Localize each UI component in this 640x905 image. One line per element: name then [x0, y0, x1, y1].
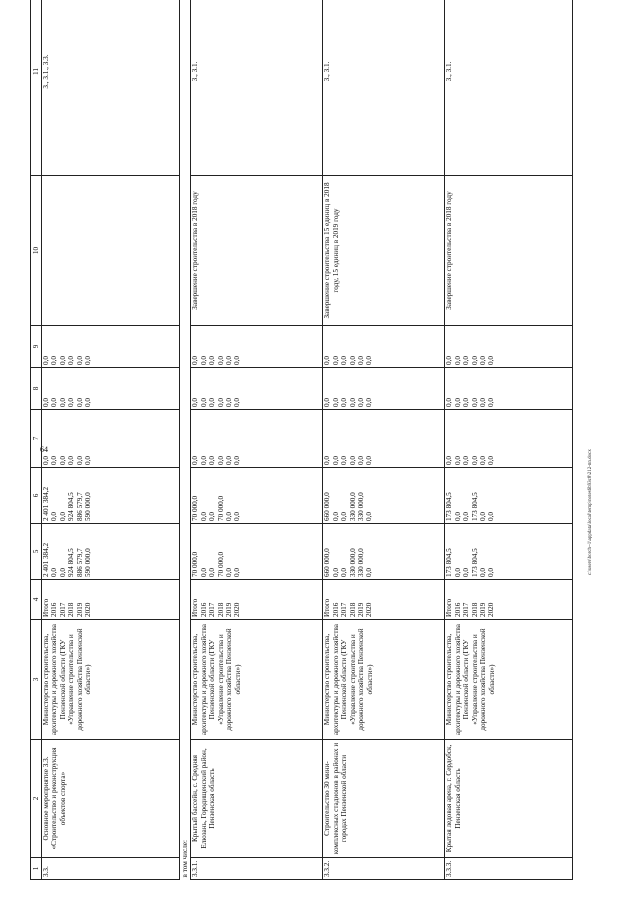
value: 0,0: [208, 512, 217, 521]
year-label: 2018: [470, 602, 479, 617]
value: 70 000,0: [216, 551, 225, 577]
header-cell: 4: [31, 580, 42, 620]
year-label: 2017: [462, 602, 471, 617]
value: 886 579,7: [75, 492, 84, 521]
value: 0,0: [478, 456, 487, 465]
value: 0,0: [331, 568, 340, 577]
year-label: Итого: [445, 598, 454, 617]
value: 173 804,5: [470, 492, 479, 521]
total-funding: [445, 524, 573, 580]
year-label: 2020: [487, 602, 496, 617]
value: 0,0: [356, 398, 365, 407]
value: 330 000,0: [356, 548, 365, 577]
value: 0,0: [199, 512, 208, 521]
header-cell: 3: [31, 620, 42, 740]
value: 0,0: [233, 568, 242, 577]
year-label: 2016: [50, 602, 59, 617]
value: 330 000,0: [348, 492, 357, 521]
value: 0,0: [462, 512, 471, 521]
value: 0,0: [348, 456, 357, 465]
value: 0,0: [224, 568, 233, 577]
value: 0,0: [199, 456, 208, 465]
value: 0,0: [233, 456, 242, 465]
value: 0,0: [453, 568, 462, 577]
executor: Министерство строительства, архитектуры и дорожного хозяйства Пензенской области (ГКУ «Управление строительства и дорожного хозяйства Пензенской области»): [445, 620, 573, 740]
value: 0,0: [340, 456, 349, 465]
header-cell: 5: [31, 524, 42, 580]
value: 330 000,0: [348, 548, 357, 577]
year-label: Итого: [42, 598, 50, 617]
value: 0,0: [83, 456, 92, 465]
value: 0,0: [478, 568, 487, 577]
value: 0,0: [487, 356, 496, 365]
page-number: 64: [40, 445, 48, 454]
value: 0,0: [50, 356, 59, 365]
value: 0,0: [478, 398, 487, 407]
value: 0,0: [323, 456, 332, 465]
regional-budget: [323, 468, 445, 524]
value: 0,0: [453, 398, 462, 407]
value: 0,0: [199, 398, 208, 407]
value: 660 000,0: [323, 548, 332, 577]
in-that-number-label: в том числе:: [181, 840, 189, 878]
year-label: 2019: [75, 602, 84, 617]
value: 0,0: [83, 398, 92, 407]
value: 0,0: [487, 512, 496, 521]
value: 0,0: [453, 456, 462, 465]
value: 0,0: [208, 398, 217, 407]
indicator-ref: 3., 3.1.: [445, 0, 573, 176]
value: 0,0: [487, 568, 496, 577]
years-cell: [445, 580, 573, 620]
value: 0,0: [462, 356, 471, 365]
value: 0,0: [58, 568, 67, 577]
value: 660 000,0: [323, 492, 332, 521]
row-number: 3.3.1.: [191, 858, 323, 880]
value: 0,0: [216, 356, 225, 365]
value: 0,0: [348, 398, 357, 407]
expected-result: Завершение строительства в 2018 году: [445, 176, 573, 326]
value: 0,0: [42, 456, 50, 465]
value: 0,0: [50, 456, 59, 465]
header-cell: 10: [31, 176, 42, 326]
value: 0,0: [58, 512, 67, 521]
total-funding: [323, 524, 445, 580]
value: 590 000,0: [83, 492, 92, 521]
value: 0,0: [224, 356, 233, 365]
value: 0,0: [216, 398, 225, 407]
table-row: [42, 0, 180, 880]
value: 0,0: [340, 356, 349, 365]
value: 0,0: [462, 398, 471, 407]
other-sources: [42, 326, 180, 368]
year-label: 2018: [67, 602, 76, 617]
header-cell: 1: [31, 858, 42, 880]
year-label: 2019: [356, 602, 365, 617]
value: 0,0: [340, 512, 349, 521]
value: 0,0: [50, 398, 59, 407]
value: 0,0: [67, 356, 76, 365]
value: 0,0: [199, 356, 208, 365]
value: 0,0: [208, 568, 217, 577]
value: 0,0: [331, 398, 340, 407]
years-cell: [191, 580, 323, 620]
year-label: 2017: [340, 602, 349, 617]
years-cell: [42, 580, 180, 620]
expected-result: [42, 176, 180, 326]
value: 0,0: [67, 398, 76, 407]
value: 0,0: [50, 512, 59, 521]
budget-table: [30, 0, 573, 880]
activity-name: Крытая ледовая арена, г. Сердобск, Пензенская область: [445, 740, 573, 858]
executor: Министерство строительства, архитектуры и дорожного хозяйства Пензенской области (ГКУ «Управление строительства и дорожного хозяйства Пензенской области»): [191, 620, 323, 740]
local-budget: [191, 368, 323, 410]
table-row: [191, 0, 323, 880]
value: 0,0: [453, 356, 462, 365]
value: 0,0: [470, 456, 479, 465]
value: 0,0: [470, 356, 479, 365]
value: 0,0: [208, 456, 217, 465]
value: 0,0: [224, 398, 233, 407]
other-sources: [323, 326, 445, 368]
value: 0,0: [323, 356, 332, 365]
value: 0,0: [191, 398, 200, 407]
regional-budget: [191, 468, 323, 524]
value: 590 000,0: [83, 548, 92, 577]
value: 0,0: [224, 512, 233, 521]
other-sources: [191, 326, 323, 368]
value: 0,0: [462, 456, 471, 465]
table-row: [323, 0, 445, 880]
expected-result: Завершение строительства 15 единиц в 2018 году, 15 единиц в 2019 году: [323, 176, 445, 326]
value: 0,0: [58, 398, 67, 407]
value: 0,0: [487, 456, 496, 465]
year-label: Итого: [323, 598, 332, 617]
value: 173 804,5: [445, 492, 454, 521]
value: 0,0: [191, 356, 200, 365]
value: 924 804,5: [67, 492, 76, 521]
other-sources: [445, 326, 573, 368]
value: 0,0: [365, 568, 374, 577]
value: 0,0: [323, 398, 332, 407]
value: 0,0: [356, 356, 365, 365]
value: 2 401 384,2: [42, 542, 50, 577]
value: 0,0: [445, 456, 454, 465]
footer-path: c:\users\borch~1\appdata\local\temp\notes6b93c8\212-nn.docx: [588, 449, 593, 575]
value: 0,0: [331, 512, 340, 521]
federal-budget: [445, 410, 573, 468]
value: 0,0: [42, 356, 50, 365]
value: 0,0: [67, 456, 76, 465]
year-label: 2018: [348, 602, 357, 617]
value: 0,0: [445, 356, 454, 365]
year-label: 2020: [365, 602, 374, 617]
indicator-ref: 3., 3.1., 3.3.: [42, 0, 180, 176]
value: 0,0: [365, 512, 374, 521]
row-number: 3.3.3.: [445, 858, 573, 880]
value: 0,0: [233, 512, 242, 521]
row-number: 3.3.: [42, 858, 180, 880]
value: 0,0: [445, 398, 454, 407]
local-budget: [323, 368, 445, 410]
value: 330 000,0: [356, 492, 365, 521]
header-row: [31, 0, 42, 880]
value: 0,0: [83, 356, 92, 365]
value: 2 401 384,2: [42, 486, 50, 521]
year-label: 2020: [83, 602, 92, 617]
value: 0,0: [331, 456, 340, 465]
value: 0,0: [470, 398, 479, 407]
value: 0,0: [233, 398, 242, 407]
value: 0,0: [478, 512, 487, 521]
value: 0,0: [462, 568, 471, 577]
value: 0,0: [42, 398, 50, 407]
indicator-ref: 3., 3.1.: [323, 0, 445, 176]
value: 0,0: [365, 356, 374, 365]
value: 173 804,5: [470, 548, 479, 577]
header-cell: 9: [31, 326, 42, 368]
header-cell: 7: [31, 410, 42, 468]
indicator-ref: 3., 3.1.: [191, 0, 323, 176]
executor: Министерство строительства, архитектуры и дорожного хозяйства Пензенской области (ГКУ «Управление строительства и дорожного хозяйства Пензенской области»): [42, 620, 180, 740]
value: 0,0: [233, 356, 242, 365]
header-cell: 8: [31, 368, 42, 410]
value: 0,0: [75, 356, 84, 365]
rotated-table-container: [30, 28, 575, 880]
years-cell: [323, 580, 445, 620]
header-cell: 6: [31, 468, 42, 524]
value: 0,0: [356, 456, 365, 465]
activity-name: Строительство 30 мини-комплексных стадионов в районах и городах Пензенской области: [323, 740, 445, 858]
federal-budget: [323, 410, 445, 468]
value: 0,0: [365, 398, 374, 407]
total-funding: [42, 524, 180, 580]
year-label: 2016: [199, 602, 208, 617]
value: 0,0: [453, 512, 462, 521]
executor: Министерство строительства, архитектуры и дорожного хозяйства Пензенской области (ГКУ «Управление строительства и дорожного хозяйства Пензенской области»): [323, 620, 445, 740]
value: 0,0: [199, 568, 208, 577]
year-label: Итого: [191, 598, 200, 617]
table-row: [445, 0, 573, 880]
value: 0,0: [50, 568, 59, 577]
value: 886 579,7: [75, 548, 84, 577]
header-cell: 2: [31, 740, 42, 858]
activity-name: Основное мероприятие 3.3. «Строительство и реконструкция объектов спорта»: [42, 740, 180, 858]
value: 0,0: [75, 398, 84, 407]
year-label: 2016: [453, 602, 462, 617]
year-label: 2018: [216, 602, 225, 617]
header-cell: 11: [31, 0, 42, 176]
year-label: 2019: [478, 602, 487, 617]
expected-result: Завершение строительства в 2018 году: [191, 176, 323, 326]
federal-budget: [42, 410, 180, 468]
value: 0,0: [191, 456, 200, 465]
value: 0,0: [340, 398, 349, 407]
value: 173 804,5: [445, 548, 454, 577]
value: 0,0: [340, 568, 349, 577]
value: 0,0: [58, 456, 67, 465]
year-label: 2017: [58, 602, 67, 617]
regional-budget: [445, 468, 573, 524]
total-funding: [191, 524, 323, 580]
value: 924 804,5: [67, 548, 76, 577]
value: 0,0: [224, 456, 233, 465]
local-budget: [42, 368, 180, 410]
year-label: 2017: [208, 602, 217, 617]
year-label: 2019: [224, 602, 233, 617]
subheading-row: [180, 0, 191, 880]
federal-budget: [191, 410, 323, 468]
value: 0,0: [487, 398, 496, 407]
value: 0,0: [58, 356, 67, 365]
value: 0,0: [348, 356, 357, 365]
year-label: 2020: [233, 602, 242, 617]
value: 0,0: [208, 356, 217, 365]
value: 0,0: [216, 456, 225, 465]
value: 0,0: [365, 456, 374, 465]
regional-budget: [42, 468, 180, 524]
value: 0,0: [331, 356, 340, 365]
value: 70 000,0: [191, 495, 200, 521]
value: 0,0: [75, 456, 84, 465]
value: 0,0: [478, 356, 487, 365]
local-budget: [445, 368, 573, 410]
year-label: 2016: [331, 602, 340, 617]
value: 70 000,0: [216, 495, 225, 521]
value: 70 000,0: [191, 551, 200, 577]
row-number: 3.3.2.: [323, 858, 445, 880]
activity-name: Крытый бассейн, с. Средняя Елюзань, Городищенский район, Пензенская область: [191, 740, 323, 858]
